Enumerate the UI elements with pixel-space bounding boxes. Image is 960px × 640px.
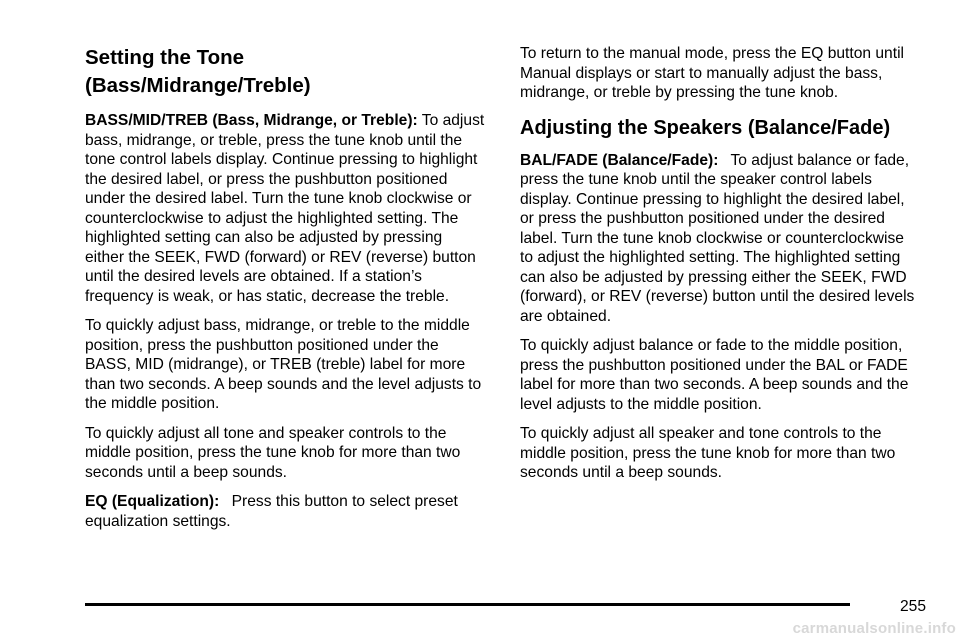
paragraph-quick-adjust-speakers: To quickly adjust all speaker and tone controls to the middle position, press the tune knob for more than two seconds until a beep sounds. — [520, 425, 896, 481]
paragraph-eq — [85, 492, 485, 531]
section-heading-line2: (Bass/Midrange/Treble) — [85, 74, 311, 97]
page-number: 255 — [899, 598, 926, 615]
paragraph-text: To adjust balance or fade, press the tune knob until the speaker control labels display. Continue pressing to highlight the desired label, or press the pushbutton positioned under the desired label. Turn the tune knob clockwise or counterclockwise to adjust the highlighted setting. The highlighted setting can also be adjusted by pressing either the SEEK, FWD (forward), or REV (reverse) button until the desired levels are obtained. — [520, 151, 915, 325]
paragraph-text: To adjust bass, midrange, or treble, press the tune knob until the tone control labels display. Continue pressing to highlight the desired label, or press the pushbutton positioned under the desired label. Turn the tune knob clockwise or counterclockwise to adjust the highlighted setting. The highlighted setting can also be adjusted by pressing either the SEEK, FWD (forward) or REV (reverse) button until the desired levels are obtained. If a station’s frequency is weak, or has static, decrease the treble. — [85, 112, 485, 305]
paragraph-bal-fade — [520, 151, 920, 327]
paragraph-bass-mid-treb — [85, 111, 485, 306]
left-column — [85, 44, 485, 541]
section-heading-line1: Setting the Tone — [85, 46, 245, 69]
section-heading-tone — [85, 44, 485, 100]
watermark: carmanualsonline.info — [792, 620, 956, 637]
paragraph-manual-mode: To return to the manual mode, press the EQ button until Manual displays or start to manually adjust the bass, midrange, or treble by pressing the tune knob. — [520, 45, 904, 101]
footer-rule — [85, 603, 850, 606]
term-eq: EQ (Equalization): — [85, 493, 220, 510]
section-heading-speakers: Adjusting the Speakers (Balance/Fade) — [520, 116, 891, 139]
paragraph-quick-adjust-all: To quickly adjust all tone and speaker controls to the middle position, press the tune knob for more than two seconds until a beep sounds. — [85, 424, 461, 481]
paragraph-text: Press this button to select preset equalization settings. — [85, 493, 458, 530]
term-bal-fade: BAL/FADE (Balance/Fade): — [520, 151, 719, 169]
paragraph-quick-adjust-balance: To quickly adjust balance or fade to the middle position, press the pushbutton positioned under the BAL or FADE label for more than two seconds. A beep sounds and the level adjusts to the middle position. — [520, 337, 909, 413]
term-bass-mid-treb: BASS/MID/TREB (Bass, Midrange, or Treble): — [85, 112, 418, 129]
right-column — [520, 44, 920, 493]
paragraph-quick-adjust-tone: To quickly adjust bass, midrange, or treble to the middle position, press the pushbutton positioned under the BASS, MID (midrange), or TREB (treble) label for more than two seconds. A beep sounds and the level adjusts to the middle position. — [85, 317, 482, 412]
